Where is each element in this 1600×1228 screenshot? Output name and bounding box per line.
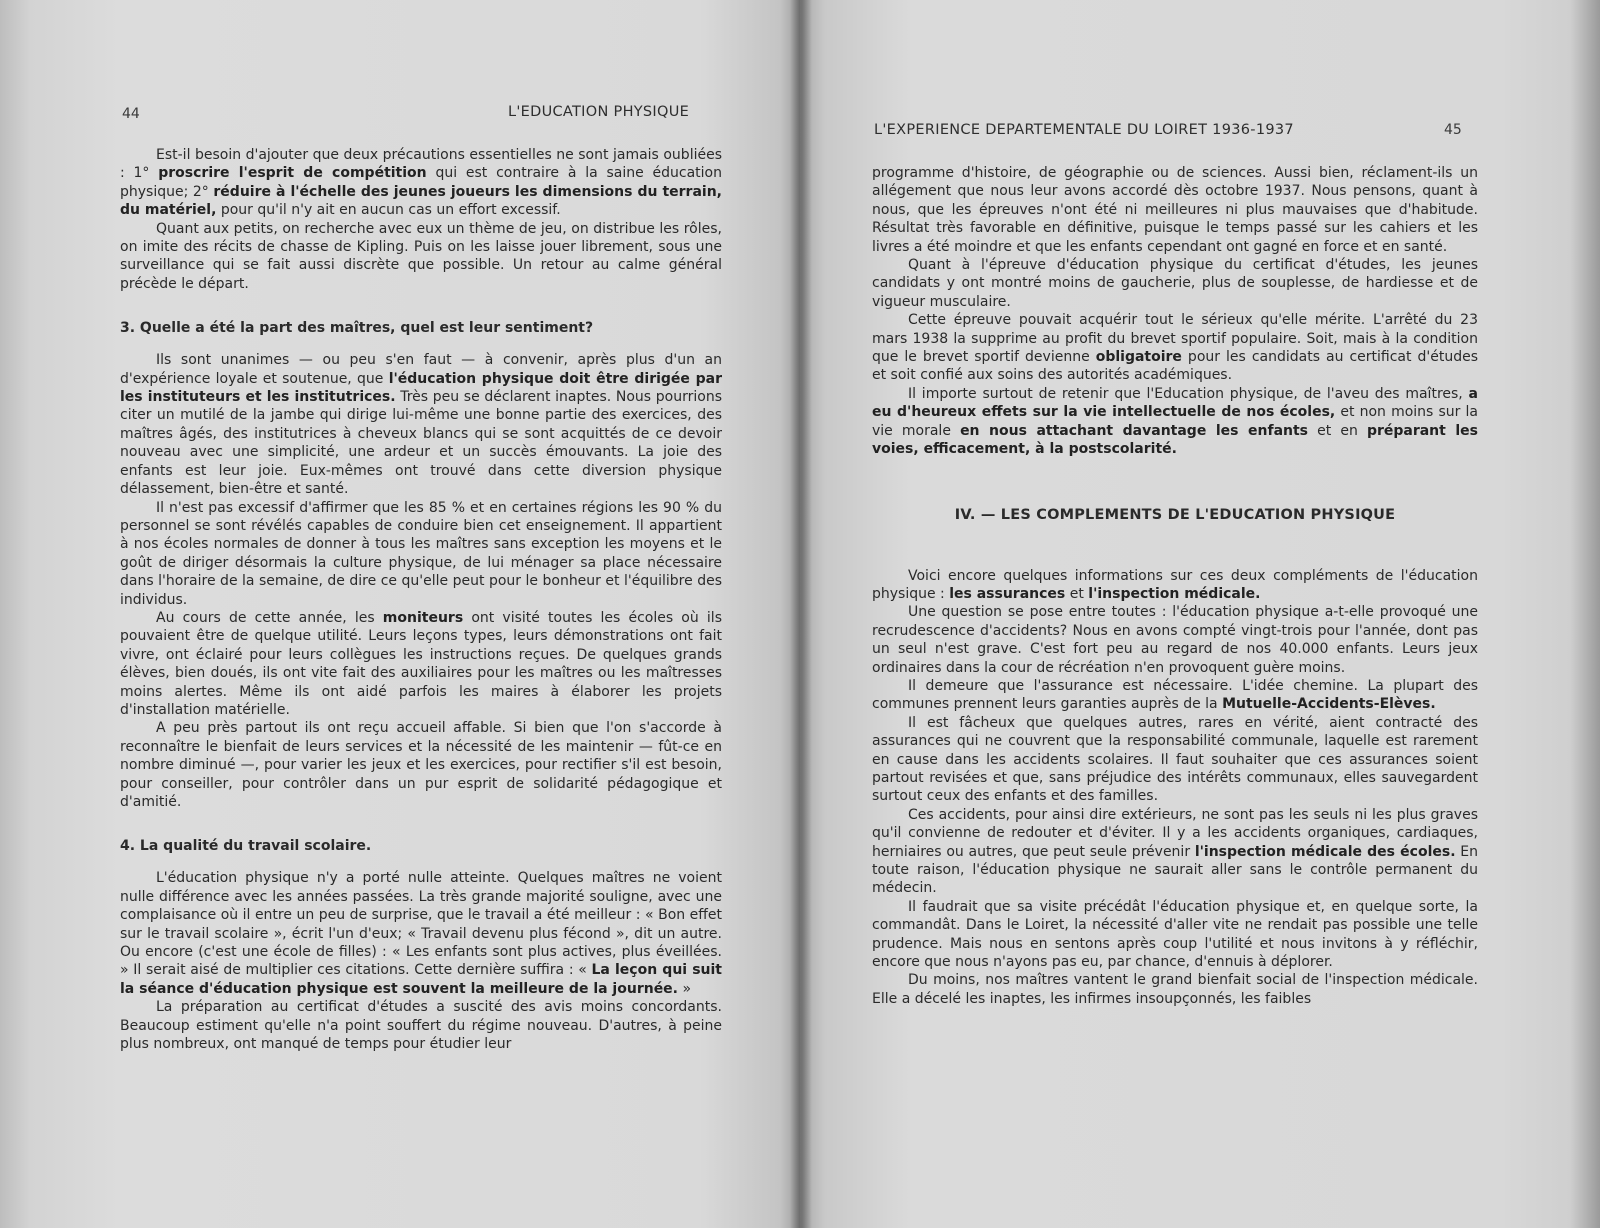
paragraph: programme d'histoire, de géographie ou de sciences. Aussi bien, réclament-ils un allégement que nous leur avons accordé dès octobre 1937. Nous pensons, quant à nous, que les épreuves n'ont été ni meilleures ni plus mauvaises que d'habitude. Résultat très favorable en définitive, puisque le temps passé sur les cahiers et les livres a été moindre et que les enfants cependant ont gagné en force et en santé.	[872, 165, 1478, 255]
paragraph: Ces accidents, pour ainsi dire extérieurs, ne sont pas les seuls ni les plus graves qu'il convienne de redouter et d'éviter. Il y a les accidents organiques, cardiaques, herniaires ou autres, que peut seule prévenir l'inspection médicale des écoles. En toute raison, l'éducation physique ne saurait aller sans le contrôle permanent du médecin.	[872, 806, 1478, 897]
page-number-right: 45	[1444, 122, 1462, 138]
paragraph: A peu près partout ils ont reçu accueil affable. Si bien que l'on s'accorde à reconnaître le bienfait de leurs services et la nécessité de les maintenir — fût-ce en nombre diminué —, pour varier les jeux et les exercices, pour rectifier s'il est besoin, pour conseiller, pour contrôler dans un pur esprit de solidarité pédagogique et d'amitié.	[120, 720, 722, 810]
paragraph: Ils sont unanimes — ou peu s'en faut — à convenir, après plus d'un an d'expérience loyale et soutenue, que l'éducation physique doit être dirigée par les instituteurs et les institutrices. Très peu se déclarent inaptes. Nous pourrions citer un mutilé de la jambe qui dirige lui-même une bonne partie des exercices, des maîtres âgés, des institutrices à cheveux blancs qui se sont acquittés de ce devoir nouveau avec une simplicité, une ardeur et un succès émouvants. La joie des enfants est leur joie. Eux-mêmes ont trouvé dans cette diversion physique délassement, bien-être et santé.	[120, 352, 722, 498]
section-heading: 4. La qualité du travail scolaire.	[120, 838, 372, 855]
section-heading: 3. Quelle a été la part des maîtres, quel est leur sentiment?	[120, 320, 594, 337]
running-head-right: L'EXPERIENCE DEPARTEMENTALE DU LOIRET 1936-1937	[874, 122, 1294, 138]
paragraph: Voici encore quelques informations sur ces deux compléments de l'éducation physique : les assurances et l'inspection médicale.	[872, 567, 1478, 602]
paragraph: Il n'est pas excessif d'affirmer que les 85 % et en certaines régions les 90 % du personnel se sont révélés capables de conduire bien cet enseignement. Il appartient à nos écoles normales de donner à tous les maîtres sans exception les moyens et le goût de diriger désormais la culture physique, de lui ménager sa place nécessaire dans l'horaire de la semaine, de dire ce qu'elle peut pour le bonheur et l'équilibre des individus.	[120, 499, 722, 608]
page-number-left: 44	[122, 106, 140, 122]
paragraph: Une question se pose entre toutes : l'éducation physique a-t-elle provoqué une recrudescence d'accidents? Nous en avons compté vingt-trois pour l'année, dont pas un seul n'est grave. C'est fort peu au regard de nos 40.000 enfants. Leurs jeux ordinaires dans la cour de récréation n'en provoquent guère moins.	[872, 604, 1478, 676]
paragraph: Il est fâcheux que quelques autres, rares en vérité, aient contracté des assurances qui ne couvrent que la responsabilité communale, laquelle est rarement en cause dans les accidents scolaires. Il faut souhaiter que ces assurances soient partout revisées et que, sans préjudice des intérêts communaux, elles sauvegardent surtout ceux des enfants et des familles.	[872, 714, 1478, 805]
paragraph: La préparation au certificat d'études a suscité des avis moins concordants. Beaucoup estiment qu'elle n'a point souffert du régime nouveau. D'autres, à peine plus nombreux, ont manqué de temps pour étudier leur	[120, 999, 722, 1053]
paragraph: Quant à l'épreuve d'éducation physique du certificat d'études, les jeunes candidats y ont montré moins de gaucherie, plus de souplesse, de hardiesse et de vigueur musculaire.	[872, 257, 1478, 310]
paragraph: Du moins, nos maîtres vantent le grand bienfait social de l'inspection médicale. Elle a décelé les inaptes, les infirmes insoupçonnés, les faibles	[872, 972, 1478, 1007]
right-page	[800, 0, 1600, 1228]
left-page-body	[120, 146, 722, 1053]
chapter-heading: IV. — LES COMPLEMENTS DE L'EDUCATION PHYSIQUE	[954, 506, 1396, 523]
paragraph: Cette épreuve pouvait acquérir tout le sérieux qu'elle mérite. L'arrêté du 23 mars 1938 la supprime au profit du brevet sportif populaire. Soit, mais à la condition que le brevet sportif devienne obligatoire pour les candidats au certificat d'études et soit confié aux soins des autorités académiques.	[872, 312, 1478, 384]
paragraph: Quant aux petits, on recherche avec eux un thème de jeu, on distribue les rôles, on imite des récits de chasse de Kipling. Puis on les laisse jouer librement, sous une surveillance qui se fait aussi discrète que possible. Un retour au calme général précède le départ.	[120, 220, 722, 292]
paragraph: Il demeure que l'assurance est nécessaire. L'idée chemine. La plupart des communes prennent leurs garanties auprès de la Mutuelle-Accidents-Elèves.	[872, 677, 1478, 713]
paragraph: Au cours de cette année, les moniteurs ont visité toutes les écoles où ils pouvaient être de quelque utilité. Leurs leçons types, leurs démonstrations ont fait vivre, ont éclairé pour leurs collègues les instructions reçues. De quelques grands élèves, bien doués, ils ont vite fait des auxiliaires pour les maîtres ou les maîtresses moins alertes. Même ils ont aidé parfois les maires à élaborer les projets d'installation matérielle.	[120, 609, 722, 718]
book-gutter	[790, 0, 812, 1228]
paragraph: Est-il besoin d'ajouter que deux précautions essentielles ne sont jamais oubliées : 1° proscrire l'esprit de compétition qui est contraire à la saine éducation physique; 2° réduire à l'échelle des jeunes joueurs les dimensions du terrain, du matériel, pour qu'il n'y ait en aucun cas un effort excessif.	[120, 147, 722, 219]
right-page-body	[872, 164, 1478, 1008]
paragraph: L'éducation physique n'y a porté nulle atteinte. Quelques maîtres ne voient nulle différence avec les années passées. La très grande majorité souligne, avec une complaisance où il entre un peu de surprise, que le travail a été meilleur : « Bon effet sur le travail scolaire », écrit l'un d'eux; « Travail devenu plus fécond », dit un autre. Ou encore (c'est une école de filles) : « Les enfants sont plus actives, plus éveillées. » Il serait aisé de multiplier ces citations. Cette dernière suffira : « La leçon qui suit la séance d'éducation physique est souvent la meilleure de la journée. »	[120, 870, 722, 997]
paragraph: Il importe surtout de retenir que l'Education physique, de l'aveu des maîtres, a eu d'heureux effets sur la vie intellectuelle de nos écoles, et non moins sur la vie morale en nous attachant davantage les enfants et en préparant les voies, efficacement, à la postscolarité.	[872, 385, 1478, 458]
paragraph: Il faudrait que sa visite précédât l'éducation physique et, en quelque sorte, la commandât. Dans le Loiret, la nécessité d'aller vite ne rendait pas possible une telle prudence. Mais nous en sentons après coup l'utilité et nous invitons à y réfléchir, encore que nous n'ayons pas eu, par chance, d'ennuis à déplorer.	[872, 898, 1478, 971]
running-head-left: L'EDUCATION PHYSIQUE	[508, 104, 690, 120]
